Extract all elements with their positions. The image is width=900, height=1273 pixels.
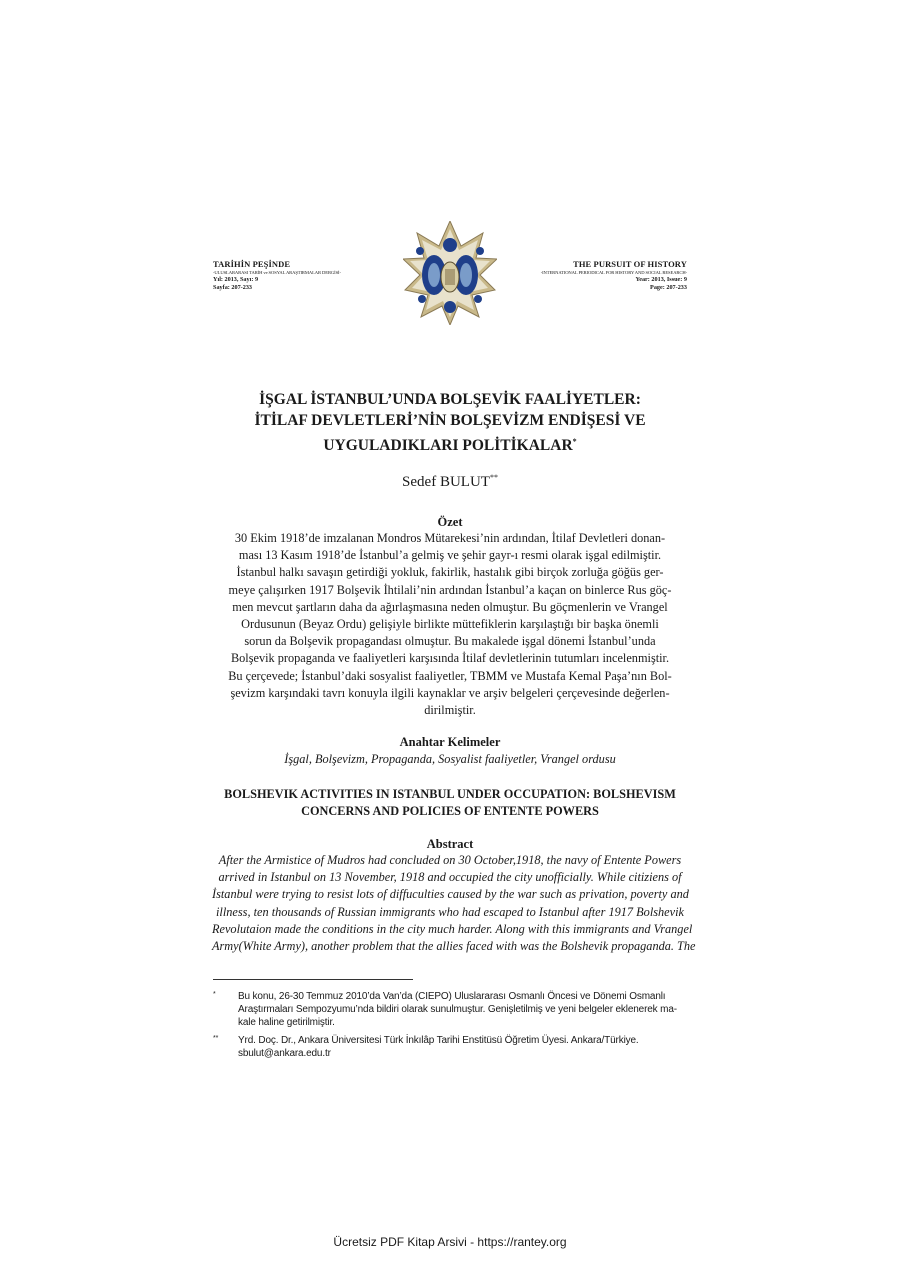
abstract-line: Revolutaion made the conditions in the city much harder. Along with this immigrants and Vrangel: [212, 921, 693, 936]
keywords-heading: Anahtar Kelimeler: [399, 735, 501, 749]
footnote-2: [213, 1034, 689, 1060]
keywords-text: İşgal, Bolşevizm, Propaganda, Sosyalist faaliyetler, Vrangel ordusu: [284, 752, 616, 766]
footnote-mark: **: [213, 1035, 219, 1042]
ozet-line: meye çalışırken 1917 Bolşevik İhtilali’nin ardından İstanbul’a kaçan on binlerce Rus göç-: [228, 582, 672, 597]
ozet-line: sorun da Bolşevik propagandası olmuştur. Bu makalede işgal dönemi İstanbul’unda: [244, 634, 656, 649]
article-title-line: İŞGAL İSTANBUL’UNDA BOLŞEVİK FAALİYETLER:: [259, 391, 641, 408]
footnote-line: Araştırmaları Sempozyumu’nda bildiri olarak sunulmuştur. Genişletilmiş ve yeni belgeler eklenerek ma-: [238, 1004, 677, 1015]
footnote-email-link[interactable]: sbulut@ankara.edu.tr: [238, 1048, 331, 1059]
ozet-text: [212, 530, 688, 719]
abstract-text: [212, 852, 696, 955]
tile-star-emblem-icon: [403, 221, 497, 325]
ozet-line: ması 13 Kasım 1918’de İstanbul’a gelmiş ve şehir gayr-ı resmi olarak işgal edilmiştir.: [238, 548, 662, 563]
english-title-line: CONCERNS AND POLICIES OF ENTENTE POWERS: [301, 803, 599, 818]
journal-title-tr: TARİHİN PEŞİNDE: [213, 259, 291, 269]
journal-pages-tr: Sayfa: 207-233: [213, 284, 253, 291]
abstract-line: İstanbul were trying to resist lots of diffuculties caused by the war such as privation, poverty and: [212, 887, 689, 902]
abstract-line: arrived in Istanbul on 13 November, 1918 and occupied the city unofficially. While citiziens of: [218, 870, 682, 885]
ozet-line: men mevcut şartların daha da ağırlaşmasına neden olmuştur. Bu göçmenlerin ve Vrangel: [232, 599, 668, 614]
ozet-line: İstanbul halkı savaşın getirdiği yokluk, fakirlik, hastalık gibi birçok zorluğa göğüs ger-: [236, 565, 664, 580]
author-footnote-mark[interactable]: **: [489, 473, 498, 482]
ozet-heading: Özet: [437, 515, 463, 529]
english-title-line: BOLSHEVIK ACTIVITIES IN ISTANBUL UNDER OCCUPATION: BOLSHEVISM: [224, 787, 676, 801]
ozet-line: Bu çerçevede; İstanbul’daki sosyalist faaliyetler, TBMM ve Mustafa Kemal Paşa’nın Bol-: [228, 668, 672, 683]
journal-year-issue-tr: Yıl: 2013, Sayı: 9: [213, 276, 259, 283]
footnote-line: Yrd. Doç. Dr., Ankara Üniversitesi Türk İnkılâp Tarihi Enstitüsü Öğretim Üyesi. Ankara/Türkiye.: [238, 1035, 639, 1046]
bottom-watermark-link[interactable]: Ücretsiz PDF Kitap Arsivi - https://rantey.org: [333, 1235, 567, 1249]
author-name: Sedef BULUT: [402, 474, 490, 490]
footnote-1: [213, 990, 689, 1029]
english-title: [212, 786, 688, 819]
journal-subtitle-tr: -ULUSLARARASI TARİH ve SOSYAL ARAŞTIRMALAR DERGİSİ-: [213, 270, 341, 275]
journal-header-left: [213, 259, 388, 292]
abstract-line: After the Armistice of Mudros had concluded on 30 October,1918, the navy of Entente Powers: [218, 853, 682, 867]
ozet-line: Bolşevik propaganda ve faaliyetleri karşısında İtilaf devletlerinin tutumları incelenmiştir.: [230, 651, 670, 666]
abstract-heading: Abstract: [426, 837, 474, 851]
journal-year-issue-en: Year: 2013, Issue: 9: [635, 276, 687, 283]
ozet-line: şevizm karşındaki tavrı konuyla ilgili kaynaklar ve arşiv belgeleri çerçevesinde değerlen-: [230, 685, 670, 700]
journal-pages-en: Page: 207-233: [650, 284, 687, 291]
article-title-text: UYGULADIKLARI POLİTİKALAR: [323, 437, 573, 455]
ozet-line: 30 Ekim 1918’de imzalanan Mondros Mütarekesi’nin ardından, İtilaf Devletleri donan-: [234, 531, 666, 545]
ozet-line: Ordusunun (Beyaz Ordu) gelişiyle birlikte müttefiklerin karşılaştığı bir başka önemli: [241, 617, 659, 632]
article-title: [200, 389, 700, 456]
footnote-mark: *: [213, 991, 216, 998]
ozet-line: dirilmiştir.: [424, 703, 476, 718]
abstract-line: illness, ten thousands of Russian immigrants who had escaped to Istanbul after 1917 Bolshevik: [216, 904, 684, 919]
footnote-line: Bu konu, 26-30 Temmuz 2010’da Van’da (CIEPO) Uluslararası Osmanlı Öncesi ve Dönemi Osmanlı: [238, 991, 666, 1002]
journal-subtitle-en: -INTERNATIONAL PERIODICAL FOR HISTORY AND SOCIAL RESEARCH-: [540, 270, 687, 275]
abstract-line: Army(White Army), another problem that the allies faced with was the Bolshevik propaganda. The: [212, 939, 696, 954]
footnote-divider: [213, 979, 413, 980]
article-title-line: İTİLAF DEVLETLERİ’NİN BOLŞEVİZM ENDİŞESİ VE: [254, 412, 646, 429]
article-title-line: [200, 431, 700, 456]
footnote-line: kale haline getirilmiştir.: [238, 1017, 335, 1028]
article-author: [200, 473, 700, 491]
journal-header-right: [502, 259, 687, 292]
title-footnote-mark[interactable]: *: [572, 437, 577, 446]
journal-title-en: THE PURSUIT OF HISTORY: [573, 259, 687, 269]
